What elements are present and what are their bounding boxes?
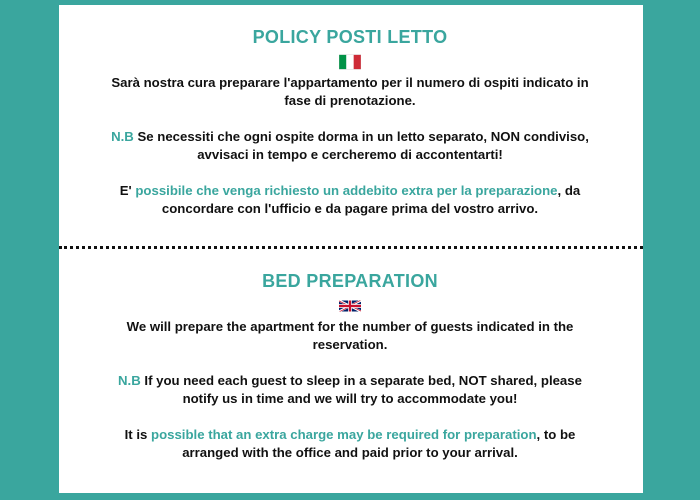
english-p3-tail: , to be arranged with the office and paid prior to your arrival. bbox=[182, 427, 576, 460]
italian-title: POLICY POSTI LETTO bbox=[252, 27, 448, 47]
english-paragraph-1: We will prepare the apartment for the number of guests indicated in the reservation. bbox=[126, 319, 574, 352]
italian-nb-label: N.B bbox=[111, 129, 134, 144]
english-section bbox=[0, 270, 700, 462]
english-extra-charge-highlight: possible that an extra charge may be required for preparation bbox=[151, 427, 537, 442]
english-p3-lead: It is bbox=[124, 427, 152, 442]
uk-flag-icon bbox=[339, 298, 361, 314]
italian-p3-tail: , da concordare con l'ufficio e da pagare prima del vostro arrivo. bbox=[161, 183, 581, 216]
italian-paragraph-2 bbox=[100, 128, 600, 164]
english-nb-text: If you need each guest to sleep in a separate bed, NOT shared, please notify us in time and we will try to accommodate you! bbox=[140, 373, 582, 406]
italian-nb-text: Se necessiti che ogni ospite dorma in un letto separato, NON condiviso, avvisaci in tempo e cercheremo di accontentarti! bbox=[133, 129, 589, 162]
italian-paragraph-1: Sarà nostra cura preparare l'appartamento per il numero di ospiti indicato in fase di prenotazione. bbox=[111, 75, 589, 108]
italy-flag-icon bbox=[339, 54, 361, 70]
italian-paragraph-3 bbox=[100, 182, 600, 218]
english-paragraph-3 bbox=[100, 426, 600, 462]
english-paragraph-2 bbox=[100, 372, 600, 408]
italian-p3-lead: E' bbox=[119, 183, 136, 198]
english-nb-label: N.B bbox=[118, 373, 141, 388]
english-title: BED PREPARATION bbox=[262, 271, 438, 291]
dotted-divider bbox=[59, 246, 643, 249]
italian-extra-charge-highlight: possibile che venga richiesto un addebito extra per la preparazione bbox=[135, 183, 558, 198]
italian-section bbox=[0, 26, 700, 218]
